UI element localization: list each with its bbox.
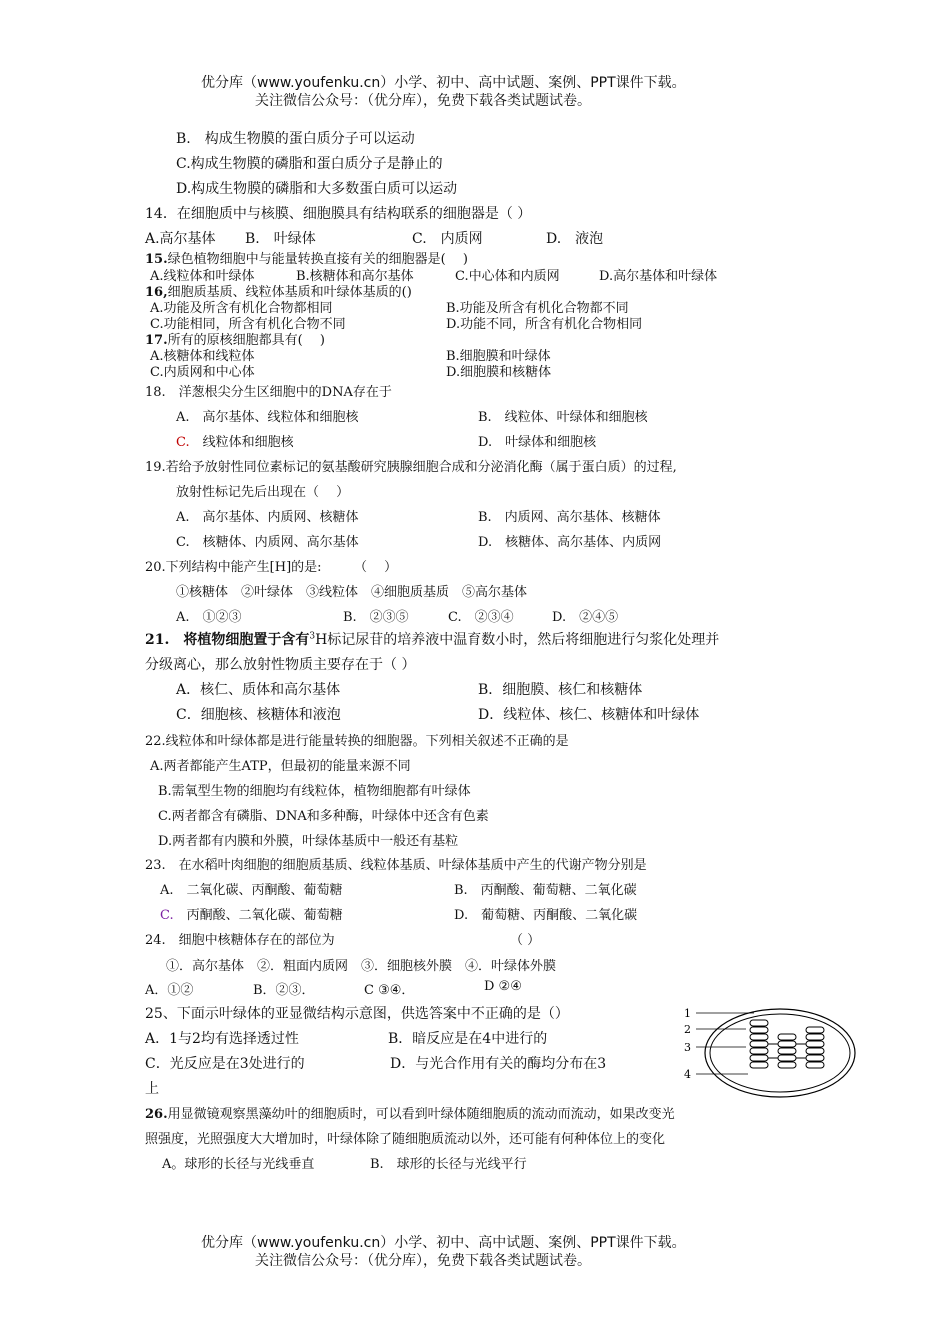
q18-option-b: B. 线粒体、叶绿体和细胞核: [478, 410, 648, 425]
q23-option-c-letter: C.: [160, 908, 174, 923]
q13-option-b: B. 构成生物膜的蛋白质分子可以运动: [176, 131, 415, 147]
header-line-1: 优分库（www.youfenku.cn）小学、初中、高中试题、案例、PPT课件下载。: [201, 75, 686, 91]
q15-number: 15.: [145, 252, 168, 267]
q13-option-d: D.构成生物膜的磷脂和大多数蛋白质可以运动: [176, 181, 458, 197]
q17-stem: 所有的原核细胞都具有( ): [167, 333, 325, 348]
q26-stem-line-2: 照强度，光照强度大大增加时，叶绿体除了随细胞质流动以外，还可能有何种体位上的变化: [145, 1132, 666, 1147]
diagram-label-1: 1: [684, 1007, 691, 1020]
q23-option-c: 丙酮酸、二氧化碳、葡萄糖: [186, 908, 343, 923]
q22-option-d: D.两者都有内膜和外膜，叶绿体基质中一般还有基粒: [158, 834, 459, 849]
diagram-label-4: 4: [684, 1068, 691, 1081]
q17-option-c: C.内质网和中心体: [150, 365, 255, 380]
q22-stem: 22.线粒体和叶绿体都是进行能量转换的细胞器。下列相关叙述不正确的是: [145, 734, 569, 749]
q21-option-c: C．细胞核、核糖体和液泡: [176, 707, 341, 723]
q22-option-c: C.两者都含有磷脂、DNA和多种酶，叶绿体中还含有色素: [158, 809, 489, 824]
q18-stem: 18. 洋葱根尖分生区细胞中的DNA存在于: [145, 385, 392, 400]
q21-option-d: D．线粒体、核仁、核糖体和叶绿体: [478, 707, 700, 723]
q14-stem: 14．在细胞质中与核膜、细胞膜具有结构联系的细胞器是（ ）: [145, 206, 532, 222]
q24-option-c: C ③④．: [364, 983, 415, 998]
q24-paren: （ ）: [510, 933, 541, 948]
footer-line-1: 优分库（www.youfenku.cn）小学、初中、高中试题、案例、PPT课件下载。: [201, 1235, 686, 1251]
granum-stack-1: [750, 1020, 768, 1068]
q17-option-b: B.细胞膜和叶绿体: [446, 349, 551, 364]
q14-option-c: C. 内质网: [412, 231, 483, 247]
q18-option-a: A. 高尔基体、线粒体和细胞核: [176, 410, 359, 425]
q23-stem: 23. 在水稻叶肉细胞的细胞质基质、线粒体基质、叶绿体基质中产生的代谢产物分别是: [145, 858, 647, 873]
q16-option-c: C.功能相同，所含有机化合物不同: [150, 317, 346, 332]
q20-option-d: D. ②④⑤: [552, 610, 619, 625]
q25-stem: 25、下面示叶绿体的亚显微结构示意图，供选答案中不正确的是（）: [145, 1006, 569, 1022]
q26-stem-line-1: 用显微镜观察黑藻幼叶的细胞质时，可以看到叶绿体随细胞质的流动而流动，如果改变光: [167, 1107, 675, 1122]
q25-option-c: C．光反应是在3处进行的: [145, 1056, 305, 1072]
diagram-label-2: 2: [684, 1023, 691, 1036]
q19-option-b: B. 内质网、高尔基体、核糖体: [478, 510, 661, 525]
q17-option-a: A.核糖体和线粒体: [150, 349, 255, 364]
q19-option-c: C. 核糖体、内质网、高尔基体: [176, 535, 359, 550]
q17-option-d: D.细胞膜和核糖体: [446, 365, 552, 380]
q19-option-d: D. 核糖体、高尔基体、内质网: [478, 535, 662, 550]
q16-option-b: B.功能及所含有机化合物都不同: [446, 301, 629, 316]
q25-option-d-cont: 上: [145, 1081, 159, 1097]
q19-stem-line-1: 19.若给予放射性同位素标记的氨基酸研究胰腺细胞合成和分泌消化酶（属于蛋白质）的过程,: [145, 460, 677, 475]
q24-option-a: A．①②: [145, 983, 194, 998]
q21-stem-line-2: 分级离心，那么放射性物质主要存在于（ ）: [145, 657, 416, 673]
q17-number: 17.: [145, 333, 168, 348]
q18-option-d: D. 叶绿体和细胞核: [478, 435, 597, 450]
q23-option-b: B. 丙酮酸、葡萄糖、二氧化碳: [454, 883, 637, 898]
granum-stack-3: [806, 1027, 824, 1068]
q15-option-c: C.中心体和内质网: [455, 269, 560, 284]
q23-option-d: D. 葡萄糖、丙酮酸、二氧化碳: [454, 908, 638, 923]
q13-option-c: C.构成生物膜的磷脂和蛋白质分子是静止的: [176, 156, 443, 172]
header-line-2: 关注微信公众号：（优分库），免费下载各类试题试卷。: [255, 93, 591, 109]
q26-option-b: B. 球形的长径与光线平行: [370, 1157, 527, 1172]
q15-option-d: D.高尔基体和叶绿体: [599, 269, 718, 284]
q20-stem: 20.下列结构中能产生[H]的是: （ ）: [145, 560, 398, 575]
q21-superscript: 3: [309, 631, 316, 642]
q21-option-b: B．细胞膜、核仁和核糖体: [478, 682, 643, 698]
q26-number: 26.: [145, 1107, 168, 1122]
q16-option-d: D.功能不同，所含有机化合物相同: [446, 317, 643, 332]
q20-option-a: A. ①②③: [176, 610, 242, 625]
chloroplast-diagram: [668, 1000, 868, 1100]
q24-option-d: D ②④: [484, 979, 522, 994]
q21-option-a: A．核仁、质体和高尔基体: [176, 682, 341, 698]
footer-line-2: 关注微信公众号：（优分库），免费下载各类试题试卷。: [255, 1253, 591, 1269]
q26-option-a: A。球形的长径与光线垂直: [162, 1157, 315, 1172]
q20-option-c: C. ②③④: [448, 610, 514, 625]
q14-option-d: D. 液泡: [546, 231, 604, 247]
q14-option-b: B. 叶绿体: [245, 231, 316, 247]
q16-number: 16,: [145, 285, 168, 300]
q16-stem: 细胞质基质、线粒体基质和叶绿体基质的(): [167, 285, 412, 300]
q22-option-a: A.两者都能产生ATP，但最初的能量来源不同: [150, 759, 411, 774]
q23-option-a: A. 二氧化碳、丙酮酸、葡萄糖: [160, 883, 343, 898]
q25-option-a: A．1与2均有选择透过性: [145, 1031, 299, 1047]
q24-option-b: B．②③．: [253, 983, 315, 998]
q15-option-a: A.线粒体和叶绿体: [150, 269, 255, 284]
q19-stem-line-2: 放射性标记先后出现在（ ）: [176, 485, 350, 500]
q21-stem-b: H标记尿苷的培养液中温育数小时，然后将细胞进行匀浆化处理并: [315, 632, 720, 648]
granum-stack-2: [778, 1034, 796, 1068]
q18-option-c-letter: C.: [176, 435, 190, 450]
q19-option-a: A. 高尔基体、内质网、核糖体: [176, 510, 359, 525]
q25-option-b: B．暗反应是在4中进行的: [388, 1031, 548, 1047]
q20-items: ①核糖体 ②叶绿体 ③线粒体 ④细胞质基质 ⑤高尔基体: [176, 585, 528, 600]
q25-option-d: D．与光合作用有关的酶均分布在3: [390, 1056, 607, 1072]
q18-option-c: 线粒体和细胞核: [202, 435, 294, 450]
q24-items: ①．高尔基体 ②．粗面内质网 ③．细胞核外膜 ④．叶绿体外膜: [166, 959, 557, 974]
q20-option-b: B. ②③⑤: [343, 610, 409, 625]
q21-stem-a: 21. 将植物细胞置于含有: [145, 632, 310, 648]
q15-stem: 绿色植物细胞中与能量转换直接有关的细胞器是( ): [167, 252, 468, 267]
q15-option-b: B.核糖体和高尔基体: [296, 269, 414, 284]
q22-option-b: B.需氧型生物的细胞均有线粒体，植物细胞都有叶绿体: [158, 784, 471, 799]
q14-option-a: A.高尔基体: [145, 231, 216, 247]
q24-stem: 24. 细胞中核糖体存在的部位为: [145, 933, 335, 948]
q16-option-a: A.功能及所含有机化合物都相同: [150, 301, 333, 316]
diagram-label-3: 3: [684, 1041, 691, 1054]
